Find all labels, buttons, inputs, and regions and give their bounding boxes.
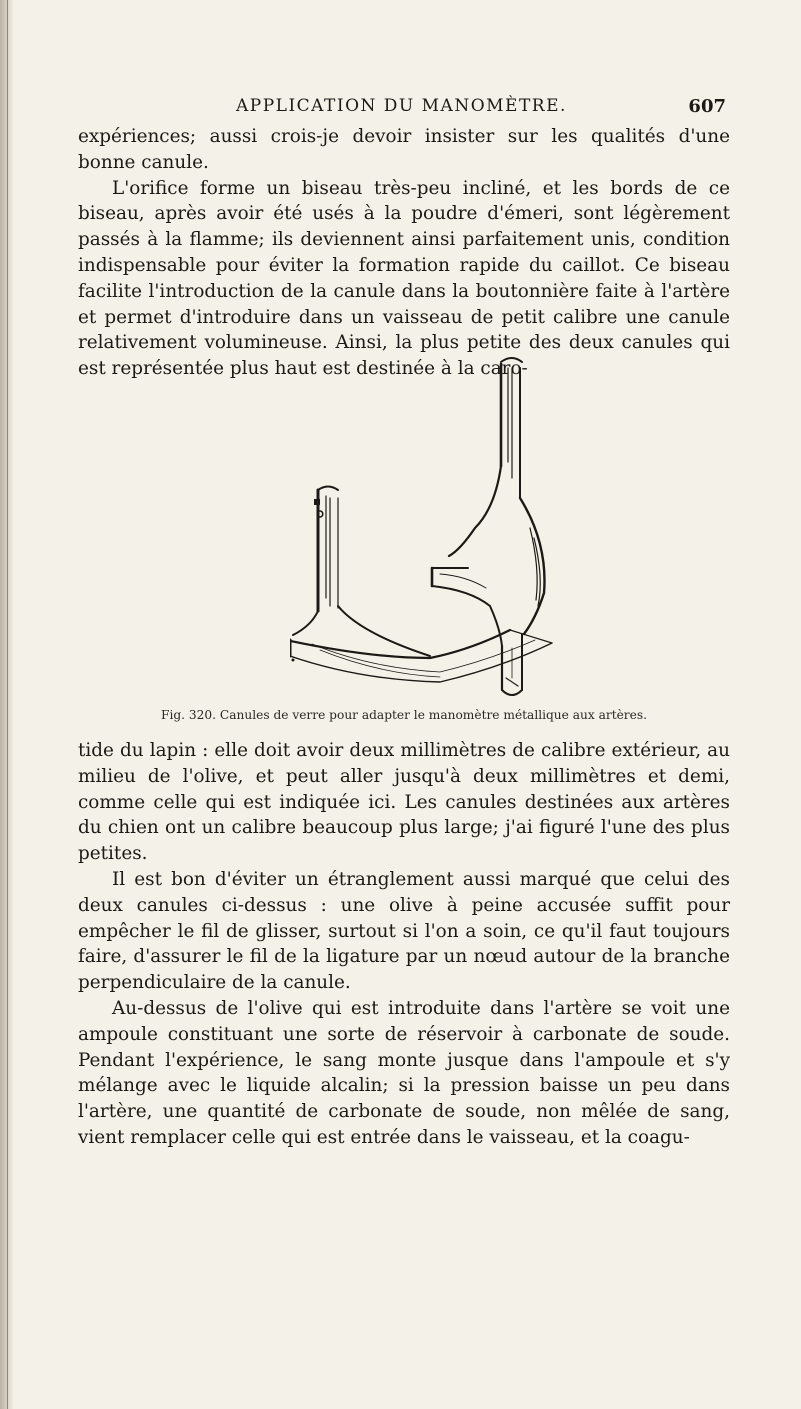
- small-cannula-drawing: [290, 487, 552, 683]
- paragraph: expériences; aussi crois-je devoir insister sur les qualités d'une bonne canule.: [78, 126, 730, 173]
- figure-label: Fig. 320.: [161, 708, 217, 722]
- running-header: [78, 96, 728, 122]
- figure-caption: [78, 708, 730, 722]
- paragraph: Il est bon d'éviter un étranglement aussi marqué que celui des deux canules ci-dessus : une olive à peine accusée suffit pour empêcher le fil de glisser, surtout si l'on a soin, ce qu'il faut toujours faire, d'assurer le fil de la ligature par un nœud autour de la branche perpendiculaire de la canule.: [78, 868, 730, 994]
- large-cannula-drawing: [432, 358, 545, 695]
- text-block-bottom: [78, 738, 730, 1151]
- paragraph: L'orifice forme un biseau très-peu incliné, et les bords de ce biseau, après avoir été usés à la poudre d'émeri, sont légèrement passés à la flamme; ils deviennent ainsi parfaitement unis, condition indispensable pour éviter la formation rapide du caillot. Ce biseau facilite l'introduction de la canule dans la boutonnière faite à l'artère et permet d'introduire dans un vaisseau de petit calibre une canule relativement volumineuse. Ainsi, la plus petite des deux canules qui est représentée plus haut est destinée à la caro-: [78, 177, 730, 380]
- paragraph: tide du lapin : elle doit avoir deux millimètres de calibre extérieur, au milieu de l'olive, et peut aller jusqu'à deux millimètres et demi, comme celle qui est indiquée ici. Les canules destinées aux artères du chien ont un calibre beaucoup plus large; j'ai figuré l'une des plus petites.: [78, 740, 730, 865]
- glass-cannulas-illustration: [290, 338, 630, 708]
- stray-mark: [292, 659, 295, 662]
- binding-edge: [7, 0, 8, 1409]
- header-title: APPLICATION DU MANOMÈTRE.: [236, 96, 567, 116]
- figure-caption-text: Canules de verre pour adapter le manomètre métallique aux artères.: [219, 708, 647, 722]
- page-number: 607: [688, 96, 726, 117]
- paragraph: Au-dessus de l'olive qui est introduite dans l'artère se voit une ampoule constituant une sorte de réservoir à carbonate de soude. Pendant l'expérience, le sang monte jusque dans l'ampoule et s'y mélange avec le liquide alcalin; si la pression baisse un peu dans l'artère, une quantité de carbonate de soude, non mêlée de sang, vient remplacer celle qui est entrée dans le vaisseau, et la coagu-: [78, 997, 730, 1148]
